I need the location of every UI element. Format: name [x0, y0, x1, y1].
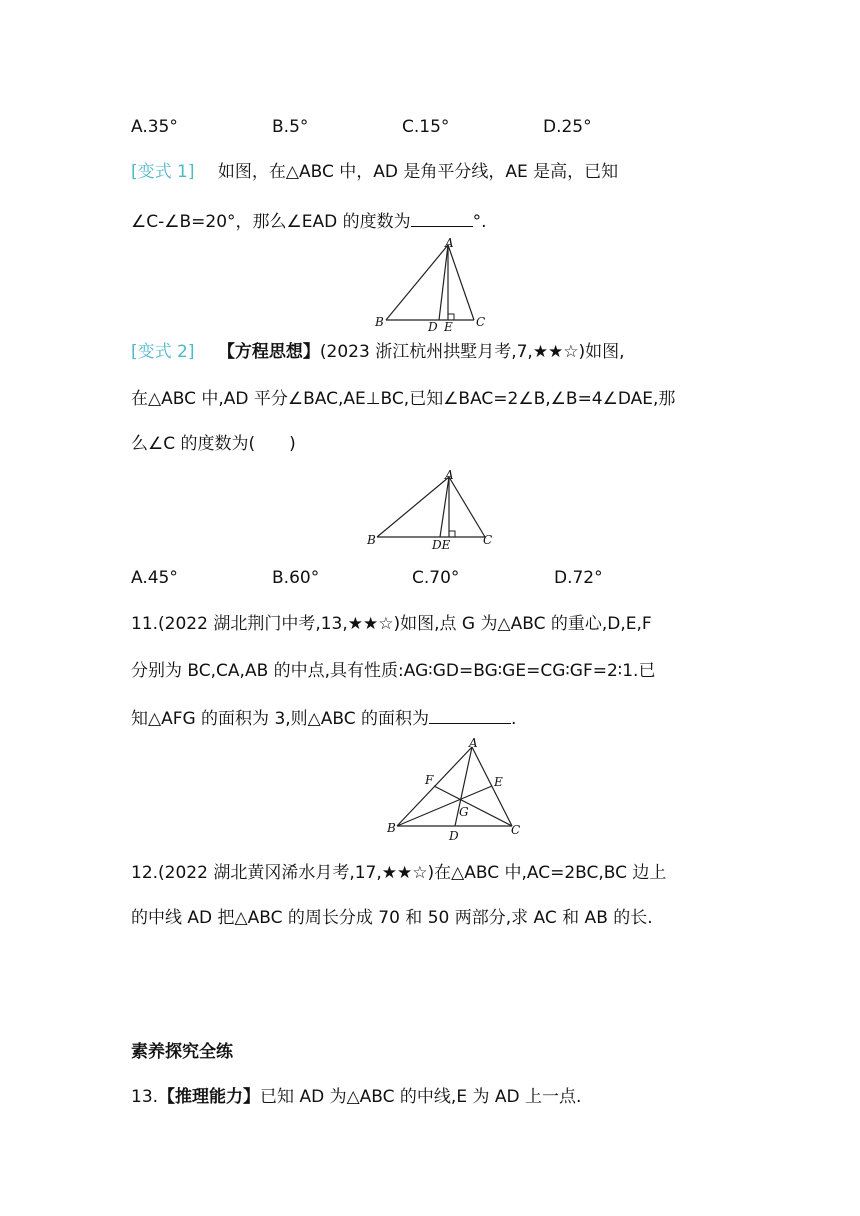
fig2-side-ab	[377, 477, 449, 537]
fig3-label-d: D	[449, 829, 459, 843]
option-c[interactable]: C.15°	[402, 117, 450, 137]
answer-blank[interactable]	[411, 208, 473, 227]
fig1-label-d: D	[428, 320, 438, 334]
variant1-line2	[131, 208, 487, 234]
fig2-label-de: DE	[432, 538, 451, 552]
q11-text3: 知△AFG 的面积为 3,则△ABC 的面积为	[131, 709, 430, 729]
fig2-label-b: B	[367, 533, 376, 547]
triangle-figure-2	[365, 468, 495, 553]
fig3-label-e: E	[494, 775, 503, 789]
variant1-line1	[131, 160, 618, 184]
variant2-option-a[interactable]: A.45°	[131, 568, 178, 588]
q11-line2: 分别为 BC,CA,AB 的中点,具有性质:AG∶GD=BG∶GE=CG∶GF=2∶1.已	[131, 661, 656, 681]
q13-bold-label: 【推理能力】	[158, 1087, 261, 1107]
variant1-text2: ∠C-∠B=20°，那么∠EAD 的度数为	[131, 212, 411, 232]
variant1-tag: [变式 1]	[131, 162, 195, 182]
option-a[interactable]: A.35°	[131, 117, 178, 137]
fig1-label-a: A	[445, 236, 454, 250]
variant2-option-d[interactable]: D.72°	[554, 568, 603, 588]
triangle-figure-1	[370, 236, 490, 336]
section-title: 素养探究全练	[131, 1042, 233, 1062]
variant2-option-b[interactable]: B.60°	[272, 568, 320, 588]
fig1-side-ab	[386, 245, 448, 320]
variant2-line2: 在△ABC 中,AD 平分∠BAC,AE⊥BC,已知∠BAC=2∠B,∠B=4∠DAE,那	[131, 389, 676, 409]
fig1-label-b: B	[375, 315, 384, 329]
q11-answer-blank[interactable]	[429, 705, 511, 724]
fig3-label-f: F	[425, 773, 434, 787]
fig2-label-a: A	[445, 468, 454, 482]
fig1-label-e: E	[444, 320, 453, 334]
q11-text4: .	[511, 709, 517, 729]
q12-line2: 的中线 AD 把△ABC 的周长分成 70 和 50 两部分,求 AC 和 AB 的长.	[131, 908, 653, 928]
variant1-text3: °.	[472, 212, 487, 232]
variant2-text: (2023 浙江杭州拱墅月考,7,★★☆)如图,	[319, 342, 625, 362]
centroid-figure	[385, 734, 535, 844]
variant2-bold-label: 【方程思想】	[217, 342, 320, 362]
option-b[interactable]: B.5°	[272, 117, 309, 137]
fig1-side-ac	[448, 245, 474, 320]
q11-line3	[131, 705, 516, 731]
fig2-side-ac	[449, 477, 485, 537]
fig1-label-c: C	[476, 315, 486, 329]
fig3-label-c: C	[511, 823, 521, 837]
q13-line	[131, 1085, 581, 1109]
variant2-tag: [变式 2]	[131, 342, 195, 362]
q11-line1: 11.(2022 湖北荆门中考,13,★★☆)如图,点 G 为△ABC 的重心,D,E,F	[131, 614, 652, 634]
variant1-text: 如图，在△ABC 中，AD 是角平分线，AE 是高，已知	[217, 162, 619, 182]
variant2-line1	[131, 340, 625, 364]
q12-line1: 12.(2022 湖北黄冈浠水月考,17,★★☆)在△ABC 中,AC=2BC,BC 边上	[131, 863, 667, 883]
q13-text: 已知 AD 为△ABC 的中线,E 为 AD 上一点.	[260, 1087, 582, 1107]
fig2-label-c: C	[483, 533, 493, 547]
fig2-bisector-ad	[440, 477, 449, 537]
fig3-label-g: G	[459, 805, 469, 819]
option-d[interactable]: D.25°	[543, 117, 592, 137]
fig2-right-angle-mark	[449, 531, 455, 537]
variant2-line3: 么∠C 的度数为( )	[131, 434, 296, 454]
q13-number: 13.	[131, 1087, 159, 1107]
fig3-label-a: A	[469, 736, 478, 750]
fig3-label-b: B	[387, 821, 396, 835]
fig1-bisector-ad	[439, 245, 448, 320]
variant2-option-c[interactable]: C.70°	[412, 568, 460, 588]
